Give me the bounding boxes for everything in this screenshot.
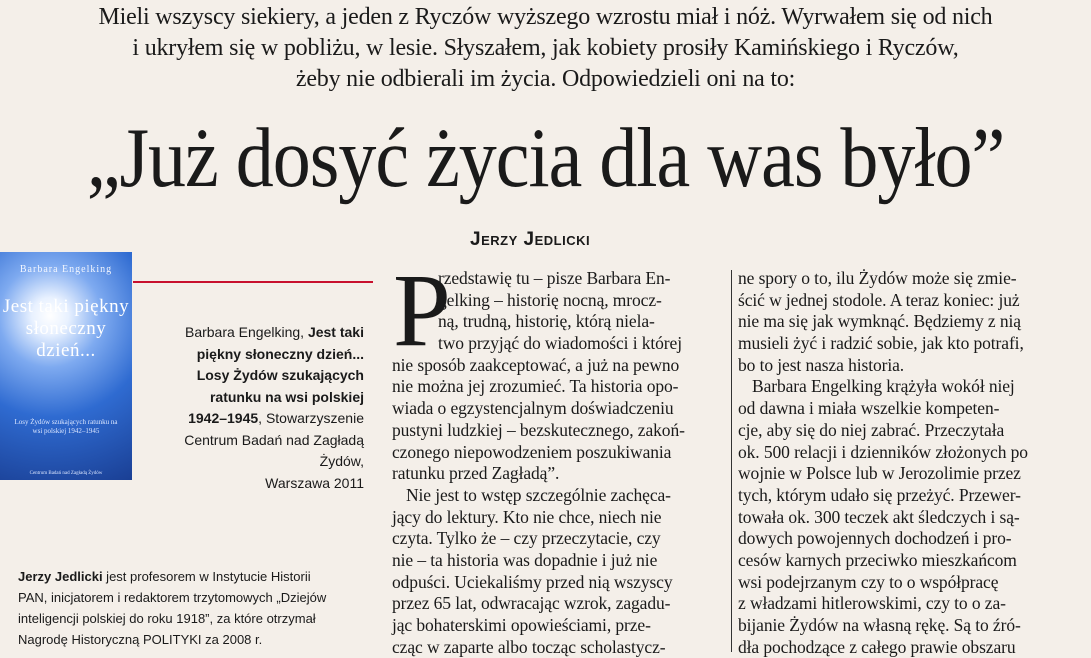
bio-publication: POLITYKI [143,632,202,647]
text-line: dowych powojennych dochodzeń i pro- [738,528,1012,549]
caption-years: 1942–1945 [188,410,259,426]
text-line: z władzami hitlerowskimi, czy to o za- [738,593,1006,614]
caption-title: piękny słoneczny dzień... [196,345,364,362]
text-line: jący do lektury. Kto nie chce, niech nie [392,506,662,527]
author-byline: Jerzy Jedlicki [470,229,591,250]
book-cover [0,252,132,480]
text-line: od dawna i miała wszelkie kompeten- [738,398,1000,419]
article-column-2 [738,268,1090,658]
bio-text: jest profesorem w Instytucie Historii [102,569,311,584]
intro-line: żeby nie odbierali im życia. Odpowiedzieli oni na to: [295,66,796,92]
bio-text: Nagrodę Historyczną [18,632,143,647]
text-line: ne spory o to, ilu Żydów może się zmie- [738,268,1017,288]
text-line: odpuści. Uciekaliśmy przed nią wszyscy [392,571,673,592]
cover-author: Barbara Engelking [19,264,113,275]
text-line: przez 65 lat, odwracając wzrok, zagadu- [392,593,671,614]
bio-text: za 2008 r. [201,632,263,647]
text-line: jąc bohaterskimi opowieściami, prze- [392,615,651,635]
intro-paragraph [0,2,1091,95]
book-caption [140,322,364,494]
text-line: musieli żyć i radzić sobie, jak kto potrafi, [738,333,1024,354]
caption-title: Losy Żydów szukających [196,367,364,383]
bio-name: Jerzy Jedlicki [18,569,103,584]
text-line: czyta. Tylko że – czy przeczytacie, czy [392,528,661,549]
column-divider [731,270,732,652]
text-line: rzedstawię tu – pisze Barbara En- [438,268,671,288]
intro-line: Mieli wszyscy siekiery, a jeden z Ryczów wyższego wzrostu miał i nóż. Wyrwałem się od nich [98,4,993,30]
cover-publisher: Centrum Badań nad Zagładą Żydów [29,471,103,476]
text-line: Barbara Engelking krążyła wokół niej [752,376,1015,397]
text-line: nie ma się jak wymknąć. Będziemy z nią [738,311,1021,332]
text-line: wsi podejrzanym czy to o współpracę [738,571,999,592]
text-line: towała ok. 300 teczek akt śledczych i są- [738,506,1020,527]
text-line: nie – ta historia was dopadnie i już nie [392,549,658,570]
text-line: ratunku przed Zagładą”. [392,463,560,484]
cover-title: Jest taki piękny słoneczny dzień... [2,296,130,361]
red-divider [133,281,373,283]
caption-author: Barbara Engelking, [184,324,305,340]
text-line: dła pochodzące z całego prawie obszaru [738,636,1016,657]
text-line: ną, trudną, historię, którą niela- [438,311,655,332]
caption-publisher: , Stowarzyszenie [258,410,364,426]
text-line: wojnie w Polsce lub w Jerozolimie przez [738,463,1021,484]
bio-text: inteligencji polskiej do roku 1918”, za które otrzymał [18,611,316,626]
text-line: tych, którym udało się przeżyć. Przewer- [738,484,1021,505]
text-line: ścić w jednej stodole. A teraz koniec: już [738,289,1020,310]
text-line: cje, aby się do niej zabrać. Przeczytała [738,419,1005,440]
text-line: gelking – historię nocną, mrocz- [438,289,662,310]
caption-place-year: Warszawa 2011 [265,474,364,491]
text-line: two przyjąć do wiadomości i której [438,333,682,354]
intro-line: i ukryłem się w pobliżu, w lesie. Słyszałem, jak kobiety prosiły Kamińskiego i Ryczów, [132,35,959,61]
caption-title: Jest taki [307,324,364,340]
drop-cap: P [393,253,451,368]
text-line: nie można jej zrozumieć. Ta historia opo- [392,376,679,397]
text-line: bijanie Żydów na własną rękę. Są to źró- [738,615,1021,635]
text-line: pustyni ludzkiej – bezskutecznego, zakoń- [392,419,685,440]
text-line: Nie jest to wstęp szczególnie zachęca- [406,484,671,505]
text-line: bo to jest nasza historia. [738,354,905,375]
article-column-1 [392,268,724,658]
bio-text: PAN, inicjatorem i redaktorem trzytomowych „Dziejów [18,590,327,605]
caption-publisher: Centrum Badań nad Zagładą Żydów, [184,431,364,469]
text-line: nie sposób zaakceptować, a już na pewno [392,354,680,375]
article-headline: „Już dosyć życia dla was było” [86,110,1005,206]
cover-subtitle: Losy Żydów szukających ratunku na wsi polskiej 1942–1945 [14,418,118,435]
text-line: wiada o egzystencjalnym doświadczeniu [392,398,674,419]
text-line: cząc w zaparte albo tocząc scholastycz- [392,636,666,657]
text-line: cesów karnych przeciwko mieszkańcom [738,549,1017,570]
caption-title: ratunku na wsi polskiej [209,388,364,405]
author-bio [18,566,378,650]
text-line: czonego niepowodzeniem poszukiwania [392,441,672,462]
text-line: ok. 500 relacji i dzienników złożonych po [738,441,1028,462]
